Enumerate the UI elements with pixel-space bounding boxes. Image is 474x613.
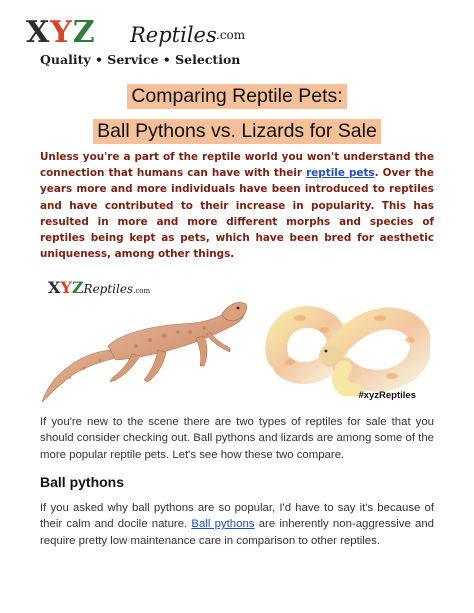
intro-text-end: . Over the years more and more individuals have been introduced to reptiles and have contributed to their increase in popularity. This has resulted in more and more different morphs and species of reptiles being kept as pets, which have been bred for aesthetic uniqueness, among other things. <box>40 167 434 261</box>
image-hashtag: #xyzReptiles <box>358 390 416 401</box>
paragraph-ball-pythons <box>40 500 434 549</box>
image-logo-x: X <box>48 278 61 297</box>
reptile-pets-link[interactable]: reptile pets <box>306 167 375 180</box>
paragraph-types: If you're new to the scene there are two types of reptiles for sale that you should consider checking out. Ball pythons and lizards are among some of the more popular reptile pets. Let's see how these two compare. <box>40 416 434 461</box>
image-logo-y: Y <box>60 278 72 297</box>
image-logo-dotcom: .com <box>133 287 151 295</box>
logo-reptiles: Reptiles <box>130 23 217 47</box>
logo-letter-z: Z <box>72 15 96 50</box>
image-logo-reptiles: Reptiles <box>83 282 134 296</box>
ball-pythons-text-end: are inherently non-aggressive and require pretty low maintenance care in comparison to other reptiles. <box>40 518 435 547</box>
bearded-dragon-illustration <box>40 290 250 408</box>
reptiles-image <box>40 278 434 408</box>
title-line-2: Ball Pythons vs. Lizards for Sale <box>93 119 381 144</box>
title-line-1: Comparing Reptile Pets: <box>127 84 346 109</box>
ball-python-illustration <box>260 296 430 396</box>
ball-pythons-link[interactable]: Ball pythons <box>191 518 255 531</box>
section-heading-ball-pythons: Ball pythons <box>40 474 125 490</box>
intro-paragraph <box>40 149 434 262</box>
page-title <box>0 84 474 144</box>
logo-dotcom: .com <box>216 28 246 42</box>
logo-tagline: Quality • Service • Selection <box>40 52 241 67</box>
intro-text-start: Unless you're a part of the reptile world you won't understand the connection that humans can have with their <box>40 151 434 180</box>
logo-xyz <box>26 15 96 50</box>
logo-letter-y: Y <box>50 15 73 50</box>
image-logo-z: Z <box>71 278 84 297</box>
ball-pythons-text-start: If you asked why ball pythons are so popular, I'd have to say it's because of their calm and docile nature. <box>40 502 434 531</box>
site-logo[interactable] <box>26 14 266 76</box>
logo-letter-x: X <box>26 15 51 50</box>
